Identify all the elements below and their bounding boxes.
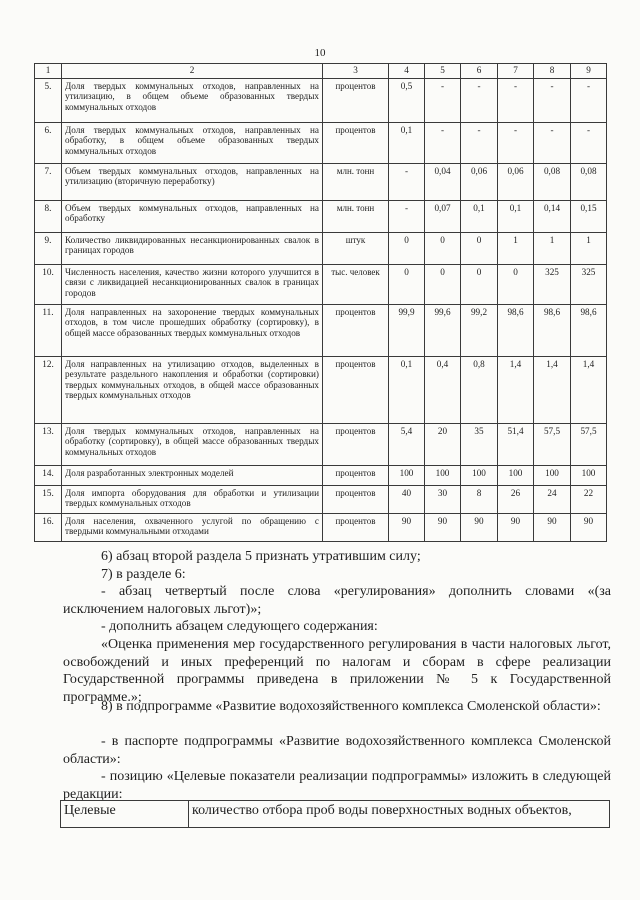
position-label: Целевые (61, 801, 189, 828)
value-cell: 57,5 (571, 424, 607, 466)
value-cell: 100 (425, 466, 461, 486)
table-row (35, 514, 607, 542)
header-cell: 7 (498, 64, 534, 79)
unit-cell: процентов (323, 123, 389, 164)
value-cell: 1,4 (498, 357, 534, 424)
unit-cell: процентов (323, 466, 389, 486)
indicator-name: Доля импорта оборудования для обработки и утилизации твердых коммунальных отходов (62, 486, 323, 514)
value-cell: 99,6 (425, 305, 461, 357)
indicator-name: Объем твердых коммунальных отходов, направленных на утилизацию (вторичную переработку) (62, 164, 323, 201)
value-cell: 0 (389, 265, 425, 305)
value-cell: 99,9 (389, 305, 425, 357)
paragraph-7-item-2: - дополнить абзацем следующего содержания: (101, 619, 378, 634)
unit-cell: млн. тонн (323, 164, 389, 201)
header-cell: 1 (35, 64, 62, 79)
value-cell: 99,2 (461, 305, 498, 357)
position-value: количество отбора проб воды поверхностных водных объектов, (189, 801, 610, 828)
row-number: 12. (35, 357, 62, 424)
value-cell: 98,6 (571, 305, 607, 357)
value-cell: 57,5 (534, 424, 571, 466)
unit-cell: процентов (323, 357, 389, 424)
header-cell: 9 (571, 64, 607, 79)
value-cell: 20 (425, 424, 461, 466)
value-cell: - (571, 123, 607, 164)
unit-cell: тыс. человек (323, 265, 389, 305)
value-cell: - (498, 79, 534, 123)
table-row (35, 79, 607, 123)
value-cell: 1 (571, 233, 607, 265)
value-cell: - (389, 164, 425, 201)
value-cell: - (534, 123, 571, 164)
value-cell: 8 (461, 486, 498, 514)
row-number: 5. (35, 79, 62, 123)
value-cell: 98,6 (498, 305, 534, 357)
value-cell: 30 (425, 486, 461, 514)
unit-cell: млн. тонн (323, 201, 389, 233)
paragraph-7: 7) в разделе 6: (101, 567, 186, 582)
paragraph-8-item-2: - позицию «Целевые показатели реализации подпрограммы» изложить в следующей редакции: (63, 769, 611, 802)
header-cell: 4 (389, 64, 425, 79)
value-cell: - (571, 79, 607, 123)
value-cell: 1 (534, 233, 571, 265)
value-cell: 0,1 (461, 201, 498, 233)
unit-cell: процентов (323, 514, 389, 542)
value-cell: 35 (461, 424, 498, 466)
row-number: 7. (35, 164, 62, 201)
value-cell: - (425, 79, 461, 123)
paragraph-7-item-1: - абзац четвертый после слова «регулирования» дополнить словами «(за исключением налоговых льгот)»; (63, 584, 611, 617)
value-cell: - (461, 79, 498, 123)
indicator-name: Доля направленных на захоронение твердых коммунальных отходов, в том числе прошедших обработку (сортировку), в общей массе образованных твердых коммунальных отходов (62, 305, 323, 357)
paragraph-8-item-1: - в паспорте подпрограммы «Развитие водохозяйственного комплекса Смоленской области»: (63, 734, 611, 767)
value-cell: 22 (571, 486, 607, 514)
value-cell: 90 (425, 514, 461, 542)
value-cell: 0,08 (571, 164, 607, 201)
header-cell: 6 (461, 64, 498, 79)
value-cell: - (425, 123, 461, 164)
value-cell: 26 (498, 486, 534, 514)
indicator-name: Доля твердых коммунальных отходов, направленных на обработку, в общем объеме образованных твердых коммунальных отходов (62, 123, 323, 164)
value-cell: 100 (534, 466, 571, 486)
indicator-name: Доля населения, охваченного услугой по обращению с твердыми коммунальными отходами (62, 514, 323, 542)
value-cell: 0,15 (571, 201, 607, 233)
table-row (35, 486, 607, 514)
value-cell: 1,4 (534, 357, 571, 424)
value-cell: 0 (425, 233, 461, 265)
indicator-name: Объем твердых коммунальных отходов, направленных на обработку (62, 201, 323, 233)
value-cell: 100 (461, 466, 498, 486)
value-cell: 0,14 (534, 201, 571, 233)
value-cell: 24 (534, 486, 571, 514)
unit-cell: процентов (323, 79, 389, 123)
indicator-name: Доля твердых коммунальных отходов, направленных на утилизацию, в общем объеме образованных твердых коммунальных отходов (62, 79, 323, 123)
indicators-table (34, 63, 607, 542)
unit-cell: процентов (323, 424, 389, 466)
value-cell: 100 (389, 466, 425, 486)
row-number: 9. (35, 233, 62, 265)
table-row (35, 357, 607, 424)
header-cell: 5 (425, 64, 461, 79)
value-cell: 0,08 (534, 164, 571, 201)
target-indicators-table (60, 800, 610, 828)
value-cell: 325 (571, 265, 607, 305)
value-cell: - (498, 123, 534, 164)
paragraph-8: 8) в подпрограмме «Развитие водохозяйственного комплекса Смоленской области»: (101, 699, 601, 714)
table-row (35, 201, 607, 233)
value-cell: - (389, 201, 425, 233)
table-row (35, 424, 607, 466)
value-cell: 0,4 (425, 357, 461, 424)
unit-cell: штук (323, 233, 389, 265)
value-cell: 1 (498, 233, 534, 265)
indicator-name: Доля твердых коммунальных отходов, направленных на обработку (сортировку), в общей массе образованных твердых коммунальных отходов (62, 424, 323, 466)
table-header-row (35, 64, 607, 79)
row-number: 14. (35, 466, 62, 486)
value-cell: 1,4 (571, 357, 607, 424)
value-cell: 98,6 (534, 305, 571, 357)
value-cell: 5,4 (389, 424, 425, 466)
value-cell: 90 (571, 514, 607, 542)
row-number: 8. (35, 201, 62, 233)
value-cell: 0 (461, 265, 498, 305)
value-cell: 0 (498, 265, 534, 305)
table-row (35, 265, 607, 305)
row-number: 10. (35, 265, 62, 305)
value-cell: 0,1 (498, 201, 534, 233)
value-cell: 0,07 (425, 201, 461, 233)
row-number: 11. (35, 305, 62, 357)
header-cell: 8 (534, 64, 571, 79)
row-number: 13. (35, 424, 62, 466)
indicator-name: Доля направленных на утилизацию отходов, выделенных в результате раздельного накопления и обработки (сортировки) твердых коммунальных отходов, в общей массе образованных твердых коммунальных отходов (62, 357, 323, 424)
value-cell: 0 (389, 233, 425, 265)
indicator-name: Численность населения, качество жизни которого улучшится в связи с ликвидацией несанкционированных свалок в границах городов (62, 265, 323, 305)
value-cell: 90 (534, 514, 571, 542)
header-cell: 3 (323, 64, 389, 79)
row-number: 15. (35, 486, 62, 514)
value-cell: 90 (461, 514, 498, 542)
table-row (35, 164, 607, 201)
value-cell: 325 (534, 265, 571, 305)
paragraph-quote: «Оценка применения мер государственного регулирования в части налоговых льгот, освобождений и иных преференций по налогам и сборам в сфере реализации Государственной программы приведена в приложении № 5 к Государственной программе.»; (63, 637, 611, 705)
unit-cell: процентов (323, 305, 389, 357)
value-cell: - (534, 79, 571, 123)
table-row (35, 123, 607, 164)
page-number: 10 (314, 47, 326, 59)
table-row (35, 233, 607, 265)
row-number: 6. (35, 123, 62, 164)
value-cell: 0,1 (389, 123, 425, 164)
paragraph-6: 6) абзац второй раздела 5 признать утратившим силу; (101, 549, 421, 564)
value-cell: 51,4 (498, 424, 534, 466)
value-cell: 0 (461, 233, 498, 265)
table-row (35, 305, 607, 357)
indicator-name: Количество ликвидированных несанкционированных свалок в границах городов (62, 233, 323, 265)
value-cell: 0,06 (498, 164, 534, 201)
table-row (61, 801, 610, 828)
value-cell: 0,04 (425, 164, 461, 201)
value-cell: 0,1 (389, 357, 425, 424)
value-cell: 0 (425, 265, 461, 305)
value-cell: 90 (498, 514, 534, 542)
value-cell: - (461, 123, 498, 164)
row-number: 16. (35, 514, 62, 542)
value-cell: 100 (571, 466, 607, 486)
value-cell: 0,8 (461, 357, 498, 424)
unit-cell: процентов (323, 486, 389, 514)
value-cell: 0,5 (389, 79, 425, 123)
value-cell: 40 (389, 486, 425, 514)
value-cell: 90 (389, 514, 425, 542)
indicator-name: Доля разработанных электронных моделей (62, 466, 323, 486)
value-cell: 100 (498, 466, 534, 486)
value-cell: 0,06 (461, 164, 498, 201)
header-cell: 2 (62, 64, 323, 79)
table-row (35, 466, 607, 486)
